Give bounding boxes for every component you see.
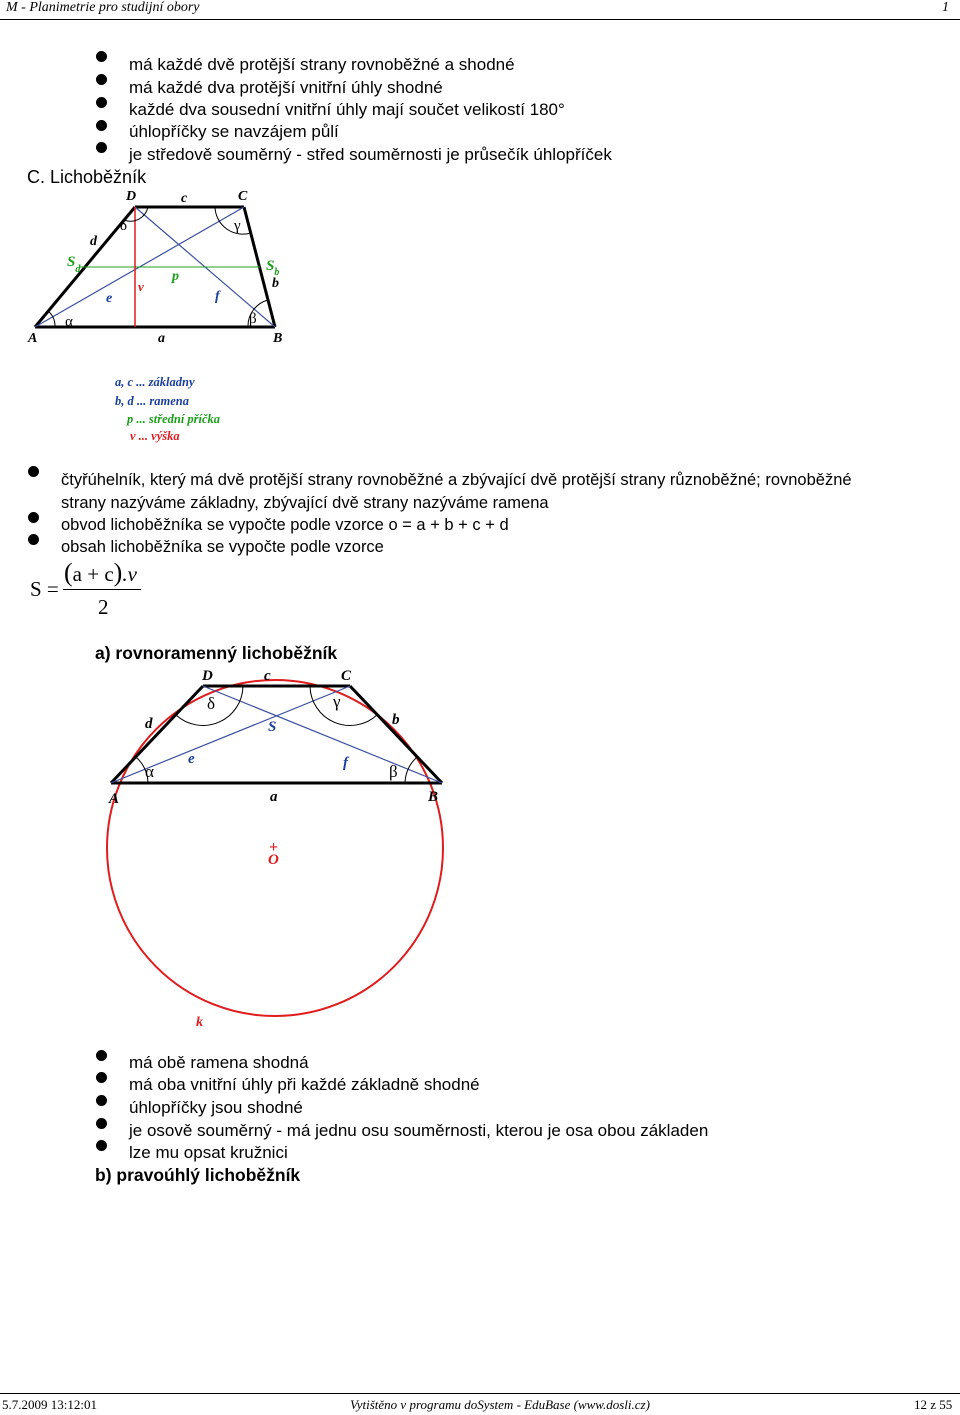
list-item: má obě ramena shodná [129, 1053, 309, 1072]
footer-date: 5.7.2009 13:12:01 [2, 1397, 97, 1412]
legend-height: v ... výška [130, 429, 180, 443]
vertex-c-label: C [341, 668, 352, 684]
section-title-b: b) pravoúhlý lichoběžník [95, 1165, 301, 1185]
side-a-label: a [270, 789, 278, 805]
vertex-c-label: C [238, 189, 248, 204]
angle-alpha-label: α [65, 314, 73, 330]
formula-denominator: 2 [98, 595, 109, 619]
list-item: má každé dvě protější strany rovnoběžné a shodné [129, 55, 515, 74]
angle-gamma-label: γ [333, 692, 341, 711]
bullet [96, 1140, 107, 1151]
side-b-label: b [392, 712, 400, 728]
side-c-label: c [264, 668, 271, 684]
list-item: je středově souměrný - střed souměrnosti je průsečík úhlopříček [129, 145, 612, 164]
vertex-a-label: A [109, 791, 120, 807]
bullet [96, 1095, 107, 1106]
center-s-label: S [268, 719, 277, 735]
list-item: obsah lichoběžníka se vypočte podle vzorce [61, 538, 384, 556]
legend-bases: a, c ... základny [115, 375, 195, 389]
formula-lhs: S = [30, 577, 59, 601]
section-title-a: a) rovnoramenný lichoběžník [95, 643, 338, 663]
legend-midline: p ... střední příčka [127, 412, 221, 426]
list-item: obvod lichoběžníka se vypočte podle vzorce o = a + b + c + d [61, 516, 509, 534]
diagonal-e-label: e [106, 291, 113, 306]
diagonal-f-line [203, 686, 442, 783]
list-item: úhlopříčky se navzájem půlí [129, 122, 339, 141]
side-d-line [111, 686, 203, 783]
vertex-d-label: D [202, 668, 213, 684]
sd-label: $S_d$ [67, 254, 81, 275]
footer-page-count: 12 z 55 [914, 1397, 953, 1412]
sb-label: $S_b$ [266, 258, 280, 278]
header-title: M - Planimetrie pro studijní obory [6, 0, 200, 15]
circle-k-label: k [196, 1015, 203, 1030]
header-page-number: 1 [942, 0, 949, 15]
diagonal-f-label: f [215, 289, 220, 304]
list-item: čtyřúhelník, který má dvě protější strany rovnoběžné a zbývající dvě protější strany různoběžné; rovnoběžné [61, 471, 852, 489]
angle-delta-label: δ [207, 694, 216, 713]
angle-beta-label: β [249, 311, 257, 327]
formula-numerator: (a + c).v [64, 558, 137, 587]
vertex-b-label: B [273, 331, 283, 346]
angle-alpha-label: α [145, 762, 154, 781]
bullet [96, 1118, 107, 1129]
list-item: je osově souměrný - má jednu osu souměrnosti, kterou je osa obou základen [129, 1121, 709, 1140]
list-item: má každé dva protější vnitřní úhly shodné [129, 78, 443, 97]
diagonal-e-label: e [188, 751, 195, 767]
list-item: lze mu opsat kružnici [129, 1143, 288, 1162]
height-v-label: v [138, 279, 144, 294]
list-item: má oba vnitřní úhly při každé základně shodné [129, 1075, 480, 1094]
list-item: úhlopříčky jsou shodné [129, 1098, 303, 1117]
angle-beta-label: β [389, 762, 398, 781]
legend-legs: b, d ... ramena [115, 394, 189, 408]
diagonal-f-label: f [343, 755, 348, 771]
midline-p-label: p [172, 269, 179, 284]
bullet [96, 1072, 107, 1083]
side-b-label: b [272, 276, 279, 291]
footer-printed-by: Vytištěno v programu doSystem - EduBase (www.dosli.cz) [350, 1397, 650, 1412]
footer-rule [0, 1393, 960, 1394]
bullet [96, 1050, 107, 1061]
circle-center-o-label: O [268, 852, 279, 868]
vertex-b-label: B [428, 789, 439, 805]
side-a-label: a [158, 331, 165, 346]
list-item-continuation: strany nazýváme základny, zbývající dvě strany nazýváme ramena [61, 494, 549, 512]
side-d-label: d [145, 716, 153, 732]
angle-delta-label: δ [120, 218, 128, 234]
circle-center-marker: + [269, 839, 279, 856]
side-d-label: d [90, 234, 97, 249]
vertex-a-label: A [28, 331, 38, 346]
section-title-c: C. Lichoběžník [27, 167, 147, 187]
list-item: každé dva sousední vnitřní úhly mají součet velikostí 180° [129, 100, 565, 119]
side-c-label: c [181, 191, 188, 206]
angle-gamma-label: γ [234, 218, 241, 234]
vertex-d-label: D [126, 189, 137, 204]
